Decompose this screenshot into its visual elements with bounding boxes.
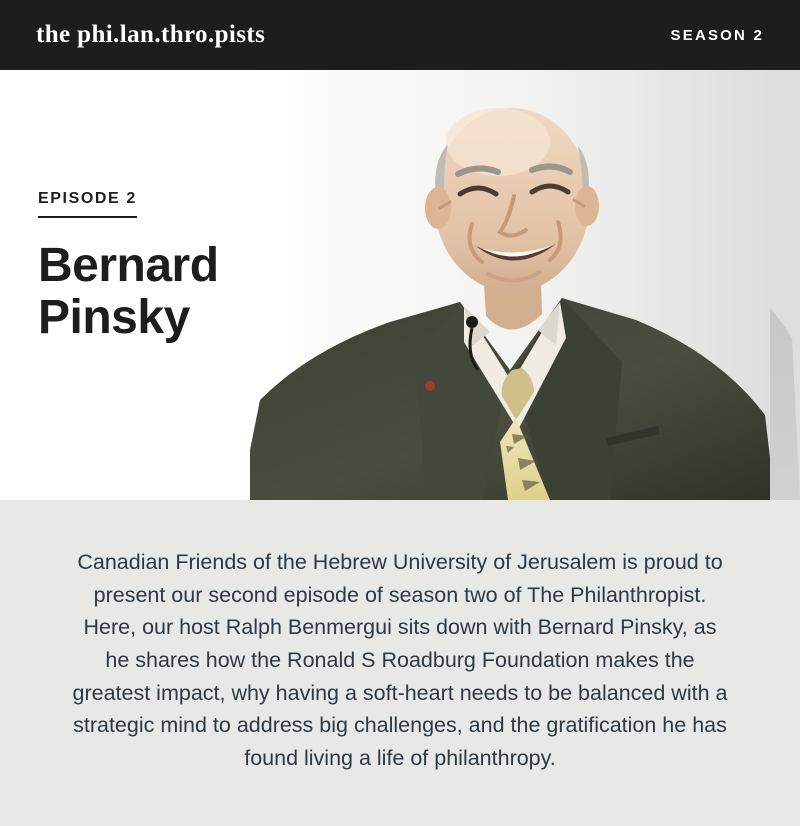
episode-number-label: EPISODE 2 [38,190,137,218]
hero-section [0,70,800,500]
header-bar [0,0,800,70]
season-label: SEASON 2 [670,26,764,44]
podcast-brand-title: the phi.lan.thro.pists [36,21,266,48]
guest-name-line-1: Bernard [38,239,219,292]
description-section [0,500,800,826]
guest-name [38,240,338,344]
episode-description: Canadian Friends of the Hebrew University of Jerusalem is proud to present our second episode of season two of The Philanthropist. Here, our host Ralph Benmergui sits down with Bernard Pinsky, as he shares how the Ronald S Roadburg Foundation makes the greatest impact, why having a soft-heart needs to be balanced with a strategic mind to address big challenges, and the gratification he has found living a life of philanthropy. [72,550,728,771]
episode-title-block [38,190,338,344]
guest-name-line-2: Pinsky [38,290,190,344]
